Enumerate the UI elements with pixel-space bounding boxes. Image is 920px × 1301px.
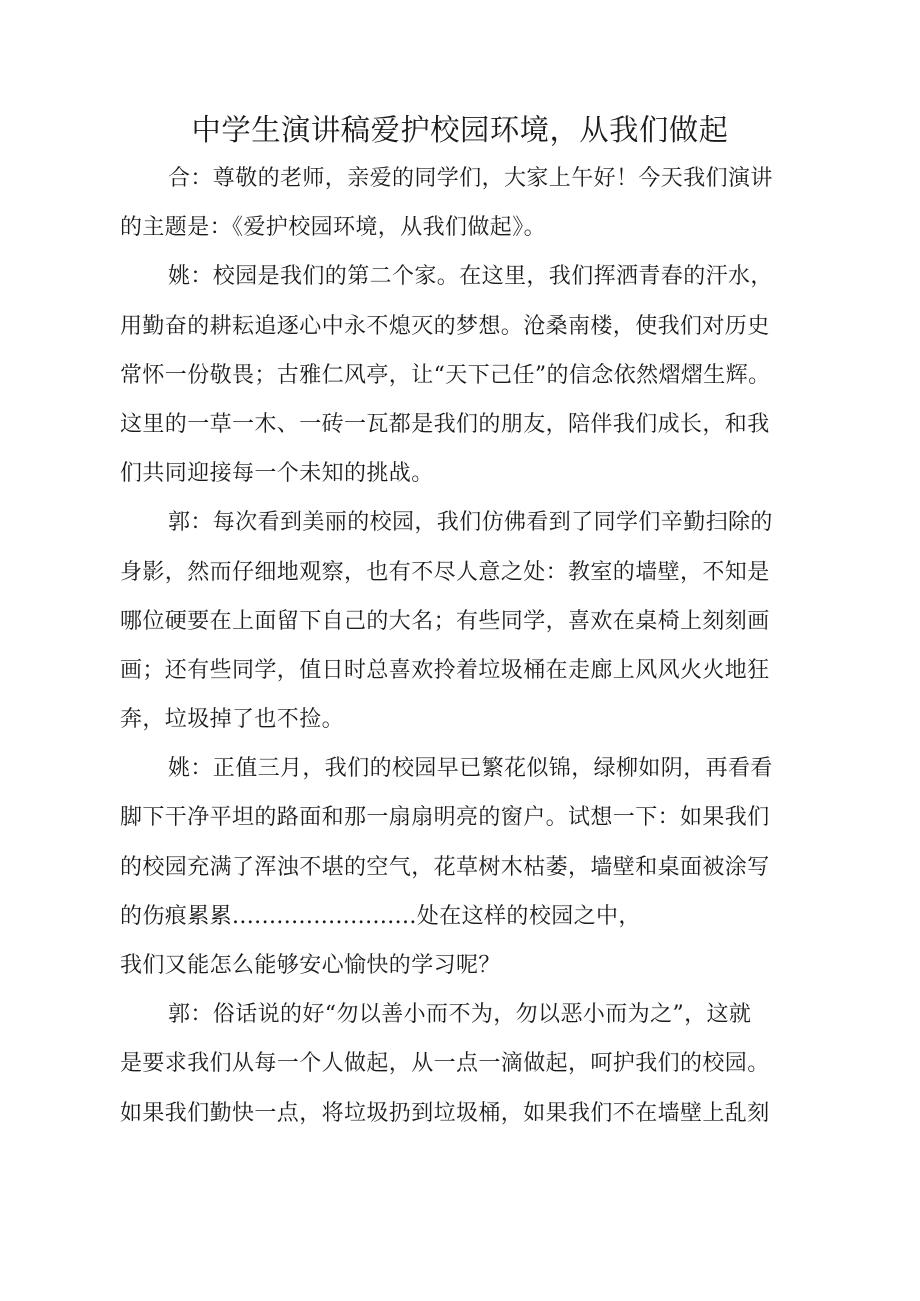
document-title: 中学生演讲稿爱护校园环境，从我们做起	[191, 113, 729, 147]
text-line: 奔，垃圾掉了也不捡。	[120, 707, 345, 733]
paragraph-yao-2	[120, 744, 810, 990]
text-line: 们共同迎接每一个未知的挑战。	[120, 461, 434, 487]
text-line: 我们又能怎么能够安心愉快的学习呢？	[120, 953, 501, 978]
paragraph-yao-1	[120, 252, 810, 498]
text-line: 的主题是：《爱护校园环境，从我们做起》。	[120, 215, 547, 241]
text-line: 如果我们勤快一点，将垃圾扔到垃圾桶，如果我们不在墙壁上乱刻	[120, 1100, 770, 1126]
text-line: 的伤痕累累.........................处在这样的校园之中，	[120, 903, 641, 929]
paragraph-guo-1	[120, 498, 810, 744]
text-line: 姚：校园是我们的第二个家。在这里，我们挥洒青春的汗水，	[168, 264, 773, 290]
text-line: 这里的一草一木、一砖一瓦都是我们的朋友，陪伴我们成长，和我	[120, 411, 770, 437]
text-line: 是要求我们从每一个人做起，从一点一滴做起，呵护我们的校园。	[120, 1051, 770, 1077]
text-line: 郭：每次看到美丽的校园，我们仿佛看到了同学们辛勤扫除的	[168, 510, 773, 536]
text-line: 脚下干净平坦的路面和那一扇扇明亮的窗户。试想一下：如果我们	[120, 805, 770, 831]
text-line: 常怀一份敬畏；古雅仁风亭，让“天下己任”的信念依然熠熠生辉。	[120, 362, 771, 388]
text-line: 身影，然而仔细地观察，也有不尽人意之处：教室的墙壁，不知是	[120, 559, 770, 585]
document-body	[120, 154, 810, 1138]
text-line: 郭：俗话说的好“勿以善小而不为，勿以恶小而为之”，这就	[168, 1002, 752, 1028]
paragraph-greeting	[120, 154, 810, 252]
text-line: 姚：正值三月，我们的校园早已繁花似锦，绿柳如阴，再看看	[168, 756, 773, 782]
text-line: 的校园充满了浑浊不堪的空气，花草树木枯萎，墙壁和桌面被涂写	[120, 854, 770, 880]
text-line: 哪位硬要在上面留下自己的大名；有些同学，喜欢在桌椅上刻刻画	[120, 608, 770, 634]
text-line: 画；还有些同学，值日时总喜欢拎着垃圾桶在走廊上风风火火地狂	[120, 657, 770, 683]
text-line: 合：尊敬的老师，亲爱的同学们，大家上午好！今天我们演讲	[168, 166, 773, 191]
text-line: 用勤奋的耕耘追逐心中永不熄灭的梦想。沧桑南楼，使我们对历史	[120, 313, 770, 339]
paragraph-guo-2	[120, 990, 810, 1138]
